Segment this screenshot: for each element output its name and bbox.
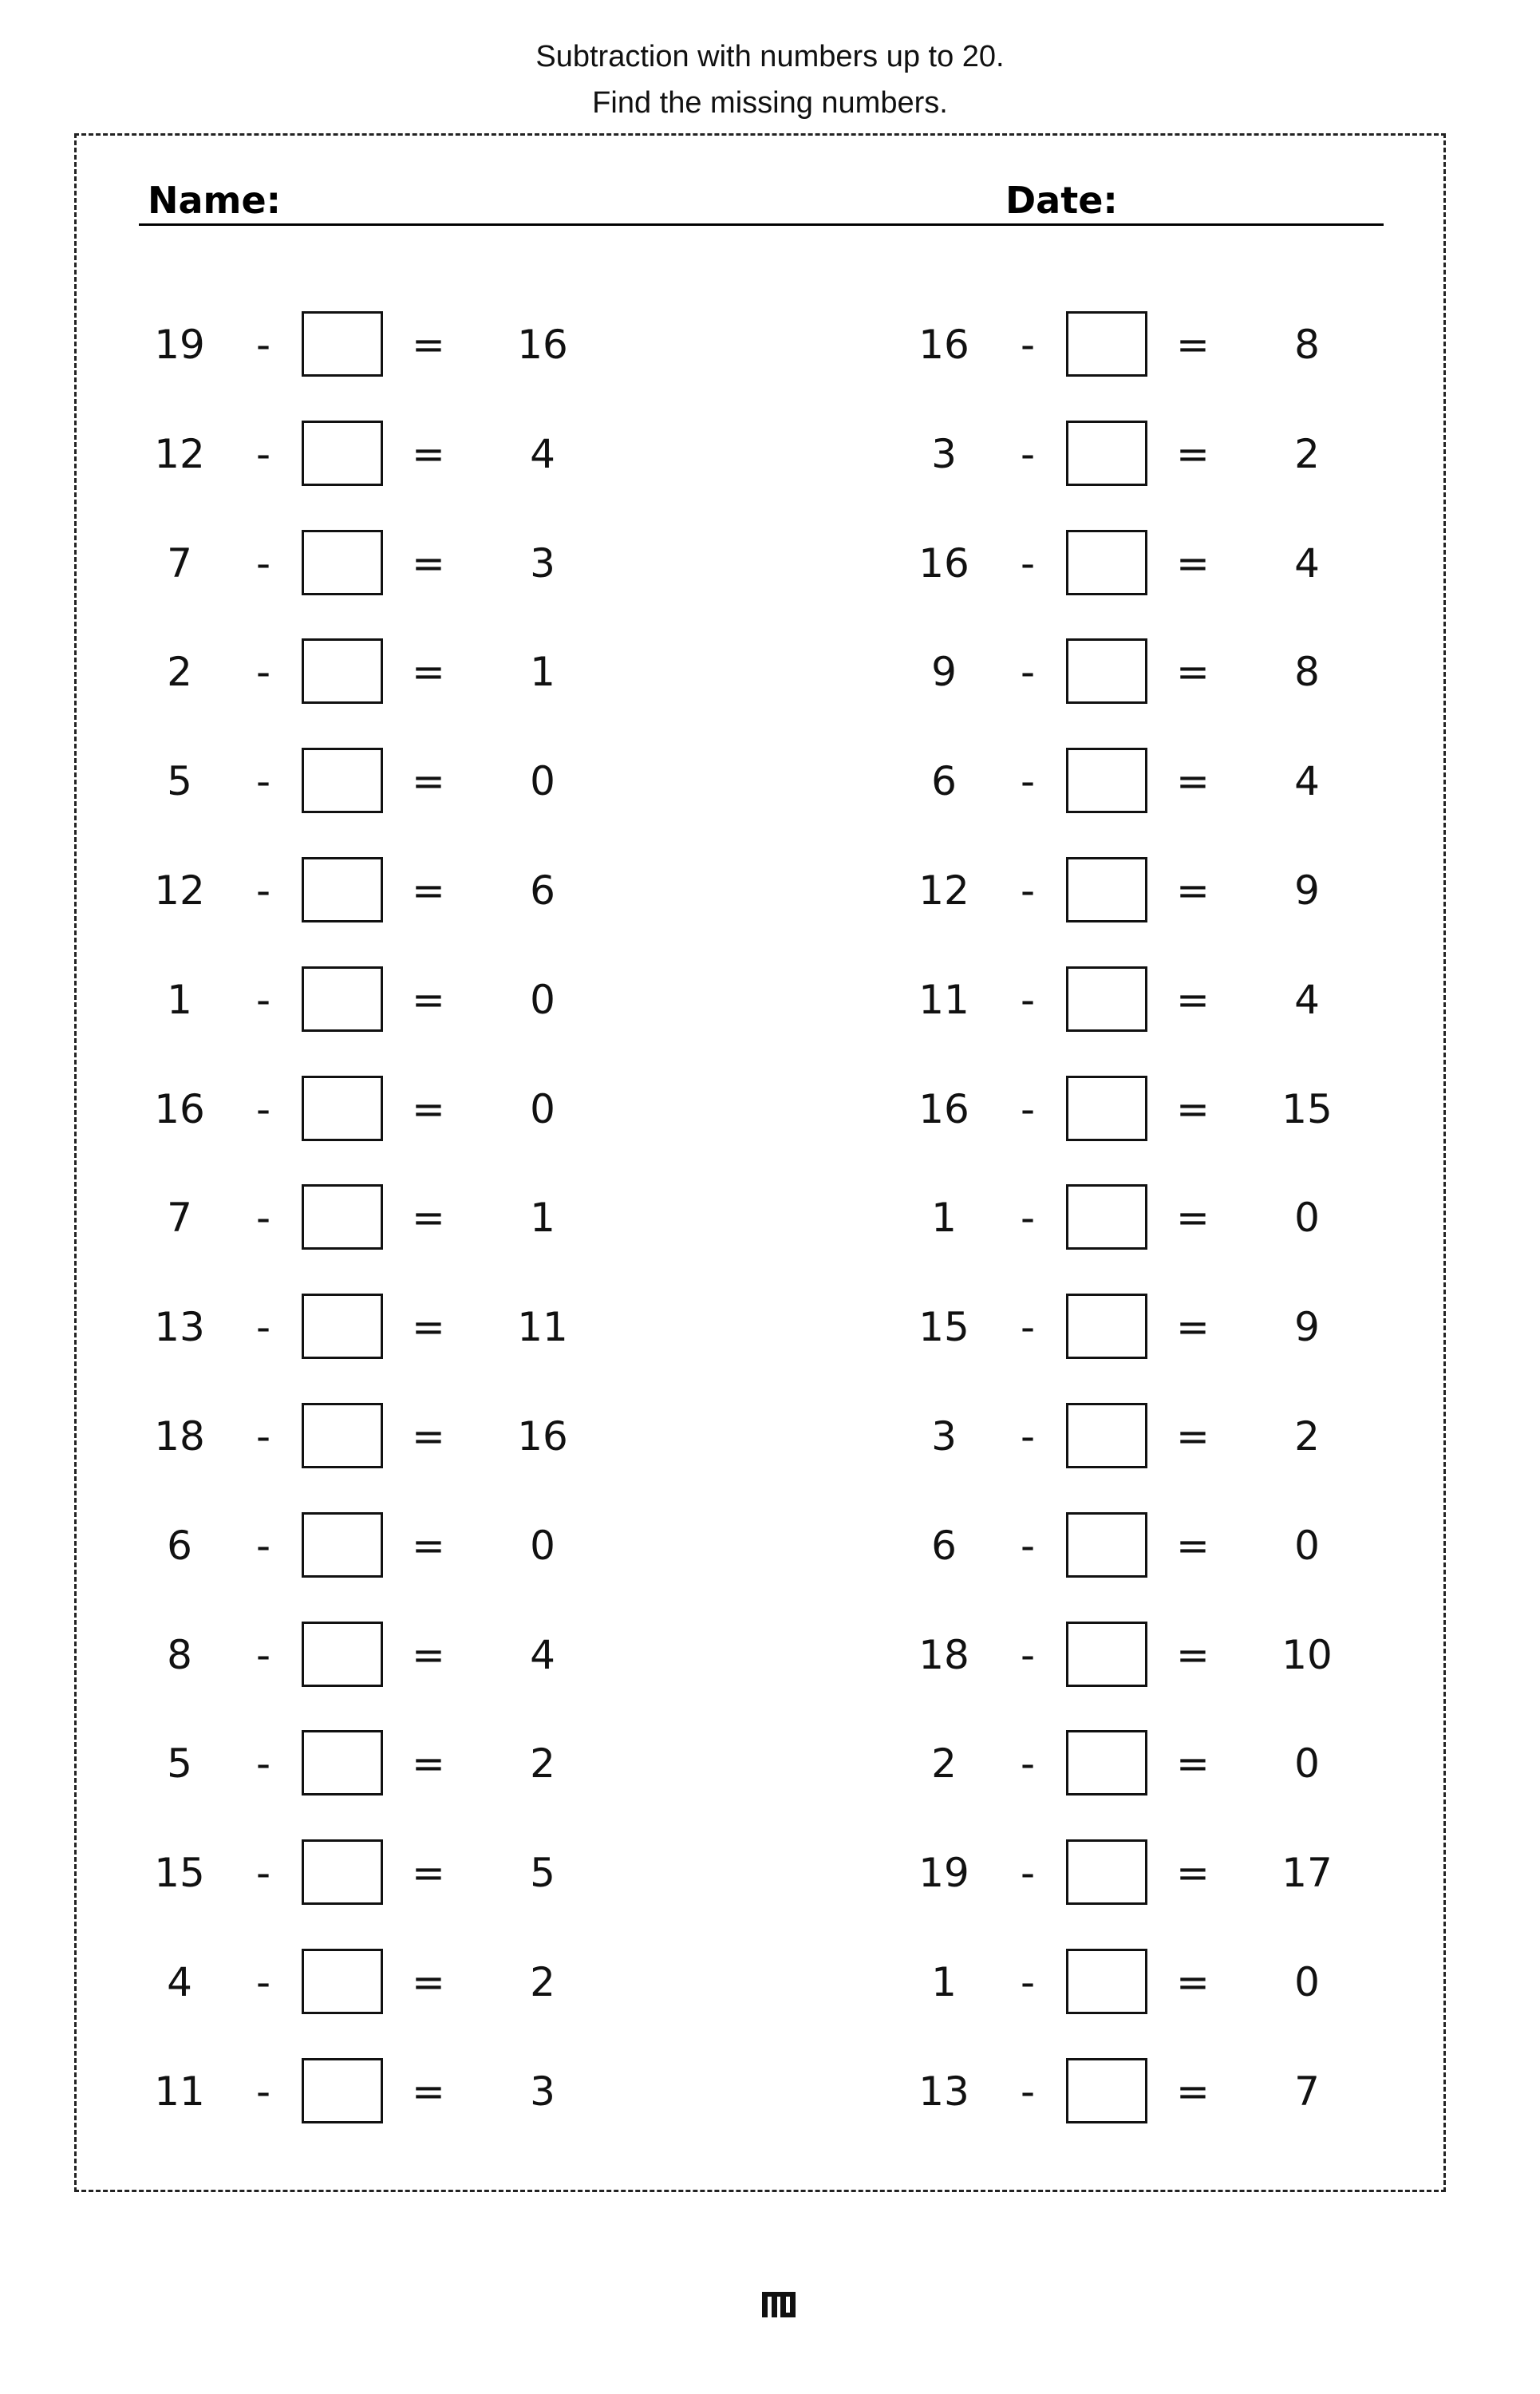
minus-sign: -	[1020, 867, 1036, 914]
minuend: 6	[931, 758, 957, 804]
difference: 0	[530, 758, 555, 804]
difference: 4	[1294, 758, 1320, 804]
minuend: 12	[154, 431, 205, 477]
problem-row	[0, 530, 718, 602]
answer-box[interactable]	[1066, 2058, 1147, 2123]
equals-sign: =	[1176, 649, 1210, 695]
answer-box[interactable]	[1066, 1949, 1147, 2014]
problem-row	[764, 857, 1483, 929]
equals-sign: =	[1176, 431, 1210, 477]
equals-sign: =	[412, 1632, 445, 1678]
minuend: 3	[931, 431, 957, 477]
minuend: 3	[931, 1413, 957, 1460]
problem-row	[0, 2058, 718, 2130]
problem-row	[0, 1839, 718, 1911]
problem-row	[764, 748, 1483, 820]
equals-sign: =	[412, 1195, 445, 1241]
minus-sign: -	[1020, 649, 1036, 695]
problem-row	[764, 311, 1483, 383]
difference: 4	[1294, 977, 1320, 1023]
answer-box[interactable]	[302, 1949, 383, 2014]
minuend: 13	[918, 2068, 969, 2115]
problem-row	[764, 1622, 1483, 1693]
difference: 9	[1294, 867, 1320, 914]
difference: 0	[530, 1086, 555, 1132]
difference: 1	[530, 1195, 555, 1241]
answer-box[interactable]	[302, 1403, 383, 1468]
problem-row	[764, 1512, 1483, 1584]
equals-sign: =	[412, 431, 445, 477]
minuend: 16	[154, 1086, 205, 1132]
equals-sign: =	[1176, 1740, 1210, 1787]
problem-row	[764, 1294, 1483, 1365]
answer-box[interactable]	[302, 1512, 383, 1578]
minus-sign: -	[255, 1413, 271, 1460]
problem-row	[764, 638, 1483, 710]
minus-sign: -	[255, 1195, 271, 1241]
equals-sign: =	[1176, 1195, 1210, 1241]
name-label: Name:	[148, 179, 282, 222]
answer-box[interactable]	[302, 857, 383, 922]
date-label: Date:	[1005, 179, 1118, 222]
answer-box[interactable]	[302, 1076, 383, 1141]
minus-sign: -	[255, 1304, 271, 1350]
difference: 2	[1294, 1413, 1320, 1460]
minus-sign: -	[1020, 1523, 1036, 1569]
difference: 7	[1294, 2068, 1320, 2115]
difference: 3	[530, 2068, 555, 2115]
minuend: 7	[167, 540, 192, 587]
problem-row	[764, 1403, 1483, 1475]
problem-row	[764, 2058, 1483, 2130]
equals-sign: =	[412, 322, 445, 368]
minus-sign: -	[1020, 1632, 1036, 1678]
difference: 16	[517, 1413, 568, 1460]
minuend: 8	[167, 1632, 192, 1678]
minuend: 11	[154, 2068, 205, 2115]
minus-sign: -	[255, 649, 271, 695]
answer-box[interactable]	[1066, 530, 1147, 595]
minus-sign: -	[1020, 1413, 1036, 1460]
difference: 0	[1294, 1195, 1320, 1241]
minus-sign: -	[1020, 977, 1036, 1023]
difference: 8	[1294, 649, 1320, 695]
minuend: 5	[167, 1740, 192, 1787]
problem-row	[0, 748, 718, 820]
difference: 3	[530, 540, 555, 587]
minus-sign: -	[255, 2068, 271, 2115]
answer-box[interactable]	[1066, 1294, 1147, 1359]
equals-sign: =	[1176, 977, 1210, 1023]
answer-box[interactable]	[1066, 1730, 1147, 1796]
minus-sign: -	[1020, 431, 1036, 477]
difference: 2	[530, 1740, 555, 1787]
problem-row	[0, 966, 718, 1038]
minus-sign: -	[255, 1850, 271, 1896]
minuend: 19	[154, 322, 205, 368]
minus-sign: -	[255, 540, 271, 587]
minus-sign: -	[1020, 758, 1036, 804]
answer-box[interactable]	[302, 966, 383, 1032]
problem-row	[764, 1076, 1483, 1148]
minus-sign: -	[255, 977, 271, 1023]
equals-sign: =	[412, 649, 445, 695]
difference: 2	[1294, 431, 1320, 477]
equals-sign: =	[412, 1086, 445, 1132]
problem-row	[0, 1949, 718, 2021]
equals-sign: =	[412, 977, 445, 1023]
minus-sign: -	[1020, 2068, 1036, 2115]
equals-sign: =	[412, 758, 445, 804]
worksheet-instructions: Find the missing numbers.	[592, 86, 948, 120]
minus-sign: -	[1020, 1195, 1036, 1241]
answer-box[interactable]	[1066, 421, 1147, 486]
minuend: 18	[154, 1413, 205, 1460]
equals-sign: =	[1176, 1959, 1210, 2005]
problem-row	[764, 530, 1483, 602]
minuend: 6	[931, 1523, 957, 1569]
answer-box[interactable]	[302, 1839, 383, 1905]
problem-row	[0, 1076, 718, 1148]
difference: 15	[1281, 1086, 1333, 1132]
minus-sign: -	[1020, 1850, 1036, 1896]
minuend: 4	[167, 1959, 192, 2005]
minus-sign: -	[255, 867, 271, 914]
answer-box[interactable]	[302, 638, 383, 704]
answer-box[interactable]	[1066, 1403, 1147, 1468]
answer-box[interactable]	[302, 748, 383, 813]
problem-row	[764, 1839, 1483, 1911]
difference: 10	[1281, 1632, 1333, 1678]
difference: 0	[530, 977, 555, 1023]
equals-sign: =	[1176, 1523, 1210, 1569]
minuend: 1	[931, 1195, 957, 1241]
problem-row	[0, 311, 718, 383]
equals-sign: =	[412, 1740, 445, 1787]
answer-box[interactable]	[1066, 638, 1147, 704]
difference: 8	[1294, 322, 1320, 368]
answer-box[interactable]	[302, 2058, 383, 2123]
minuend: 16	[918, 540, 969, 587]
answer-box[interactable]	[1066, 966, 1147, 1032]
answer-box[interactable]	[1066, 1622, 1147, 1687]
answer-box[interactable]	[1066, 311, 1147, 377]
difference: 0	[1294, 1523, 1320, 1569]
problem-row	[764, 1949, 1483, 2021]
answer-box[interactable]	[1066, 1184, 1147, 1250]
equals-sign: =	[412, 1523, 445, 1569]
minus-sign: -	[1020, 1959, 1036, 2005]
minuend: 1	[931, 1959, 957, 2005]
minus-sign: -	[1020, 322, 1036, 368]
difference: 11	[517, 1304, 568, 1350]
answer-box[interactable]	[302, 1730, 383, 1796]
problem-row	[0, 1294, 718, 1365]
minus-sign: -	[1020, 1304, 1036, 1350]
minuend: 19	[918, 1850, 969, 1896]
minus-sign: -	[255, 1959, 271, 2005]
equals-sign: =	[412, 1959, 445, 2005]
equals-sign: =	[1176, 1632, 1210, 1678]
minus-sign: -	[1020, 1740, 1036, 1787]
difference: 0	[530, 1523, 555, 1569]
difference: 4	[530, 431, 555, 477]
minuend: 15	[918, 1304, 969, 1350]
minuend: 9	[931, 649, 957, 695]
equals-sign: =	[412, 1850, 445, 1896]
minuend: 18	[918, 1632, 969, 1678]
problem-row	[0, 1403, 718, 1475]
answer-box[interactable]	[302, 421, 383, 486]
minuend: 11	[918, 977, 969, 1023]
answer-box[interactable]	[302, 1622, 383, 1687]
answer-box[interactable]	[1066, 1076, 1147, 1141]
worksheet-title: Subtraction with numbers up to 20.	[535, 40, 1005, 73]
equals-sign: =	[1176, 1304, 1210, 1350]
minus-sign: -	[255, 431, 271, 477]
problem-row	[0, 857, 718, 929]
problem-row	[764, 1730, 1483, 1802]
equals-sign: =	[1176, 1850, 1210, 1896]
minuend: 6	[167, 1523, 192, 1569]
answer-box[interactable]	[1066, 857, 1147, 922]
minus-sign: -	[255, 1086, 271, 1132]
minuend: 2	[167, 649, 192, 695]
difference: 16	[517, 322, 568, 368]
problem-row	[0, 421, 718, 492]
minus-sign: -	[255, 758, 271, 804]
equals-sign: =	[412, 540, 445, 587]
problem-row	[764, 1184, 1483, 1256]
difference: 5	[530, 1850, 555, 1896]
worksheet-logo-icon	[760, 2289, 797, 2319]
equals-sign: =	[1176, 1413, 1210, 1460]
minus-sign: -	[1020, 540, 1036, 587]
minus-sign: -	[255, 1523, 271, 1569]
problem-row	[0, 1730, 718, 1802]
difference: 1	[530, 649, 555, 695]
equals-sign: =	[412, 867, 445, 914]
difference: 0	[1294, 1740, 1320, 1787]
equals-sign: =	[1176, 540, 1210, 587]
equals-sign: =	[1176, 1086, 1210, 1132]
difference: 9	[1294, 1304, 1320, 1350]
minuend: 15	[154, 1850, 205, 1896]
answer-box[interactable]	[302, 1184, 383, 1250]
answer-box[interactable]	[302, 311, 383, 377]
minus-sign: -	[255, 1632, 271, 1678]
minus-sign: -	[255, 1740, 271, 1787]
equals-sign: =	[412, 1413, 445, 1460]
difference: 2	[530, 1959, 555, 2005]
minuend: 16	[918, 322, 969, 368]
minuend: 1	[167, 977, 192, 1023]
minuend: 16	[918, 1086, 969, 1132]
difference: 4	[530, 1632, 555, 1678]
problem-row	[0, 1622, 718, 1693]
problem-row	[764, 421, 1483, 492]
answer-box[interactable]	[1066, 1512, 1147, 1578]
equals-sign: =	[1176, 2068, 1210, 2115]
problem-row	[0, 638, 718, 710]
minuend: 5	[167, 758, 192, 804]
equals-sign: =	[412, 2068, 445, 2115]
minuend: 13	[154, 1304, 205, 1350]
equals-sign: =	[412, 1304, 445, 1350]
difference: 6	[530, 867, 555, 914]
difference: 4	[1294, 540, 1320, 587]
minuend: 12	[918, 867, 969, 914]
difference: 17	[1281, 1850, 1333, 1896]
answer-box[interactable]	[1066, 1839, 1147, 1905]
equals-sign: =	[1176, 758, 1210, 804]
answer-box[interactable]	[302, 1294, 383, 1359]
minus-sign: -	[1020, 1086, 1036, 1132]
problem-row	[0, 1184, 718, 1256]
equals-sign: =	[1176, 322, 1210, 368]
minuend: 7	[167, 1195, 192, 1241]
equals-sign: =	[1176, 867, 1210, 914]
answer-box[interactable]	[302, 530, 383, 595]
difference: 0	[1294, 1959, 1320, 2005]
problem-row	[0, 1512, 718, 1584]
minuend: 12	[154, 867, 205, 914]
answer-box[interactable]	[1066, 748, 1147, 813]
problem-row	[764, 966, 1483, 1038]
minuend: 2	[931, 1740, 957, 1787]
minus-sign: -	[255, 322, 271, 368]
